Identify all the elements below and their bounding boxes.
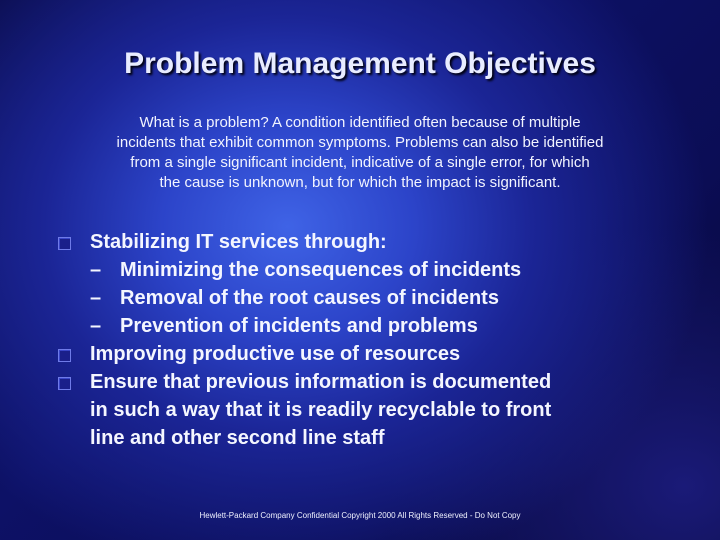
bullet-text: in such a way that it is readily recyclable to front bbox=[90, 399, 552, 421]
intro-paragraph bbox=[20, 113, 700, 193]
bullet-item bbox=[56, 340, 676, 368]
square-bullet-icon bbox=[58, 377, 71, 390]
slide-title: Problem Management Objectives bbox=[124, 47, 596, 80]
intro-line: the cause is unknown, but for which the impact is significant. bbox=[159, 174, 561, 191]
sub-bullet-text: Minimizing the consequences of incidents bbox=[120, 259, 522, 281]
bullet-text: line and other second line staff bbox=[90, 427, 385, 449]
intro-line: incidents that exhibit common symptoms. Problems can also be identified bbox=[116, 134, 604, 151]
intro-line: from a single significant incident, indicative of a single error, for which bbox=[130, 154, 590, 171]
bullet-continuation bbox=[56, 396, 676, 424]
dash-marker: – bbox=[90, 259, 102, 281]
footer-copyright: Hewlett-Packard Company Confidential Copyright 2000 All Rights Reserved - Do Not Copy bbox=[199, 511, 521, 520]
bullet-list bbox=[56, 228, 676, 452]
bullet-item bbox=[56, 368, 676, 396]
square-bullet-icon bbox=[58, 349, 71, 362]
sub-bullet-item bbox=[56, 256, 676, 284]
intro-line: What is a problem? A condition identified often because of multiple bbox=[139, 114, 581, 131]
dash-marker: – bbox=[90, 287, 102, 309]
sub-bullet-item bbox=[56, 312, 676, 340]
bullet-text: Ensure that previous information is documented bbox=[90, 371, 552, 393]
dash-marker: – bbox=[90, 315, 102, 337]
bullet-text: Improving productive use of resources bbox=[90, 343, 461, 365]
sub-bullet-text: Removal of the root causes of incidents bbox=[120, 287, 499, 309]
sub-bullet-item bbox=[56, 284, 676, 312]
bullet-continuation bbox=[56, 424, 676, 452]
sub-bullet-text: Prevention of incidents and problems bbox=[120, 315, 478, 337]
square-bullet-icon bbox=[58, 237, 71, 250]
bullet-text: Stabilizing IT services through: bbox=[90, 231, 387, 253]
bullet-item bbox=[56, 228, 676, 256]
